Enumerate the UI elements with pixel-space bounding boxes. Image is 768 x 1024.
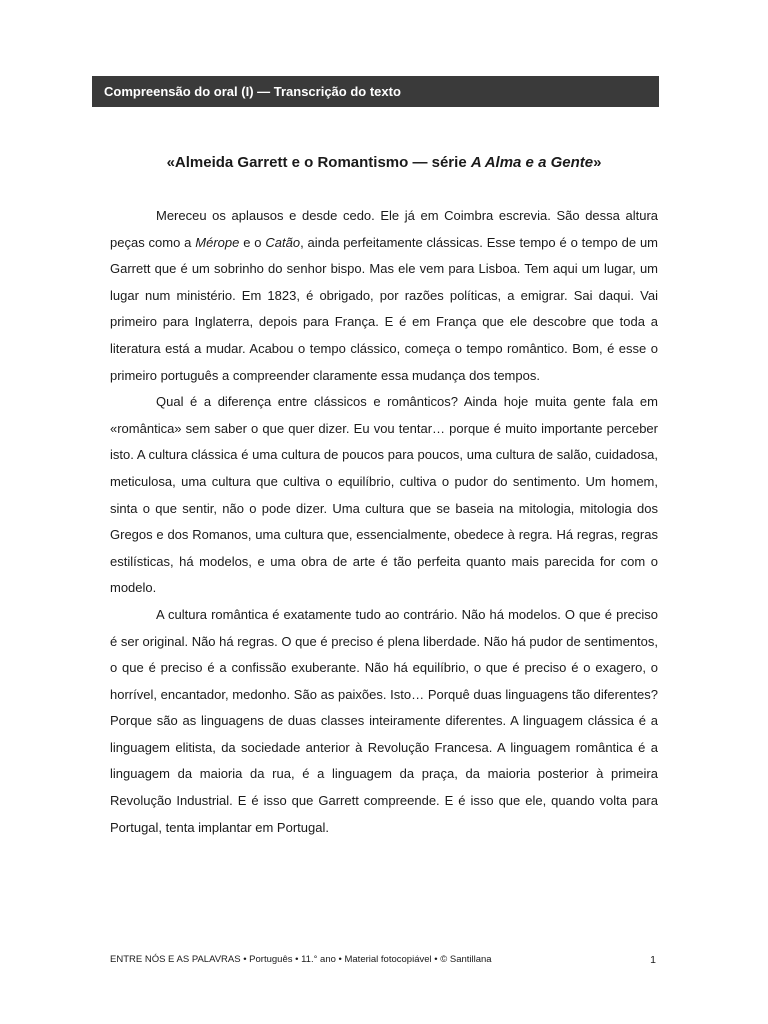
page-footer xyxy=(110,952,658,968)
paragraph-1 xyxy=(110,203,658,389)
work-title-catao: Catão xyxy=(265,234,301,250)
paragraph-3: A cultura romântica é exatamente tudo ao contrário. Não há modelos. O que é preciso é ser original. Não há regras. O que é preciso é plena liberdade. Não há pudor de sentimentos, o que é preciso é a confissão exuberante. Não há equilíbrio, o que é preciso é o exagero, o horrível, encantador, medonho. São as paixões. Isto… Porquê duas linguagens tão diferentes? Porque são as linguagens de duas classes inteiramente diferentes. A linguagem clássica é a linguagem elitista, da sociedade anterior à Revolução Francesa. A linguagem romântica é a linguagem da maioria da rua, é a linguagem da praça, da maioria posterior à primeira Revolução Industrial. E é isso que Garrett compreende. E é isso que ele, quando volta para Portugal, tenta implantar em Portugal. xyxy=(110,606,658,835)
title-prefix: «Almeida Garrett e o Romantismo — série xyxy=(166,154,471,171)
transcript-body xyxy=(110,203,658,841)
title-suffix: » xyxy=(593,154,602,171)
work-title-merope: Mérope xyxy=(195,234,240,250)
paragraph-1-text-a: Mereceu os aplausos e desde cedo. Ele já em Coimbra escrevia. São dessa altura peças como a xyxy=(110,208,658,250)
section-label: Compreensão do oral (I) — Transcrição do texto xyxy=(104,84,401,99)
page-number: 1 xyxy=(650,954,656,966)
paragraph-1-text-c: , ainda perfeitamente clássicas. Esse tempo é o tempo de um Garrett que é um sobrinho do senhor bispo. Mas ele vem para Lisboa. Tem aqui um lugar, um lugar num ministério. Em 1823, é obrigado, por razões políticas, a emigrar. Sai daqui. Vai primeiro para Inglaterra, depois para França. E é em França que ele descobre que toda a literatura está a mudar. Acabou o tempo clássico, começa o tempo romântico. Bom, é esse o primeiro português a compreender claramente essa mudança dos tempos. xyxy=(110,234,658,383)
title-series: A Alma e a Gente xyxy=(470,154,594,171)
paragraph-1-text-b: e o xyxy=(239,234,266,250)
paragraph-2: Qual é a diferença entre clássicos e românticos? Ainda hoje muita gente fala em «romântica» sem saber o que quer dizer. Eu vou tentar… porque é muito importante perceber isto. A cultura clássica é uma cultura de poucos para poucos, uma cultura de salão, cuidadosa, meticulosa, uma cultura que cultiva o equilíbrio, cultiva o pudor do sentimento. Um homem, sinta o que sentir, não o pode dizer. Uma cultura que se baseia na mitologia, mitologia dos Gregos e dos Romanos, uma cultura que, essencialmente, obedece à regra. Há regras, regras estilísticas, há modelos, e uma obra de arte é tão perfeita quanto mais parecida for com o modelo. xyxy=(110,394,658,596)
document-title xyxy=(110,152,658,174)
footer-credits: ENTRE NÓS E AS PALAVRAS • Português • 11.° ano • Material fotocopiável • © Santillana xyxy=(110,954,492,965)
section-header-bar xyxy=(92,76,659,107)
